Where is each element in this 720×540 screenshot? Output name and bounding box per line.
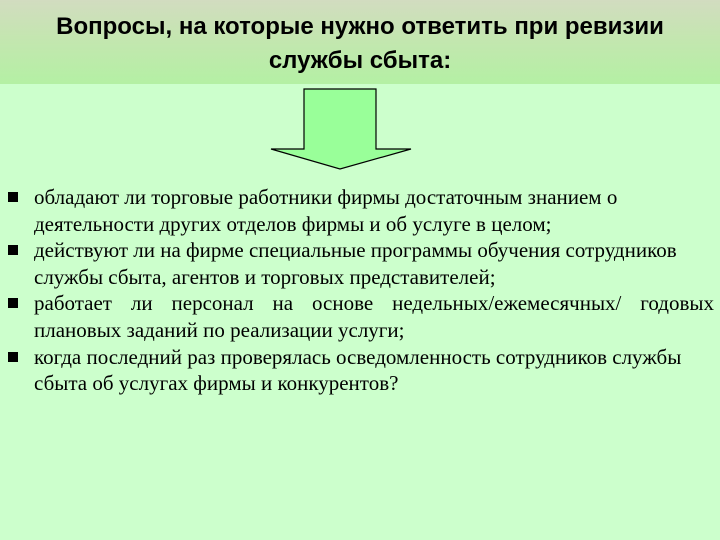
bullet-text: работает ли персонал на основе недельных/ежемесячных/ годовых плановых заданий по реализации услуги; <box>34 291 714 342</box>
list-item <box>6 290 714 343</box>
slide-title <box>0 10 720 78</box>
square-bullet-icon <box>8 192 18 202</box>
slide-title-line-1: Вопросы, на которые нужно ответить при ревизии <box>56 13 664 40</box>
bullet-text: обладают ли торговые работники фирмы достаточным знанием о деятельности других отделов фирмы и об услуге в целом; <box>34 185 618 236</box>
square-bullet-icon <box>8 245 18 255</box>
bullet-text: когда последний раз проверялась осведомленность сотрудников службы сбыта об услугах фирмы и конкурентов? <box>34 344 682 396</box>
down-arrow-icon <box>270 88 412 170</box>
list-item <box>6 344 714 397</box>
list-item <box>6 184 714 237</box>
list-item <box>6 237 714 290</box>
square-bullet-icon <box>8 298 18 308</box>
slide-title-line-2: службы сбыта: <box>268 47 452 74</box>
bullet-text: действуют ли на фирме специальные программы обучения сотрудников службы сбыта, агентов и торговых представителей; <box>34 238 677 289</box>
square-bullet-icon <box>8 352 18 362</box>
question-list <box>6 184 714 397</box>
